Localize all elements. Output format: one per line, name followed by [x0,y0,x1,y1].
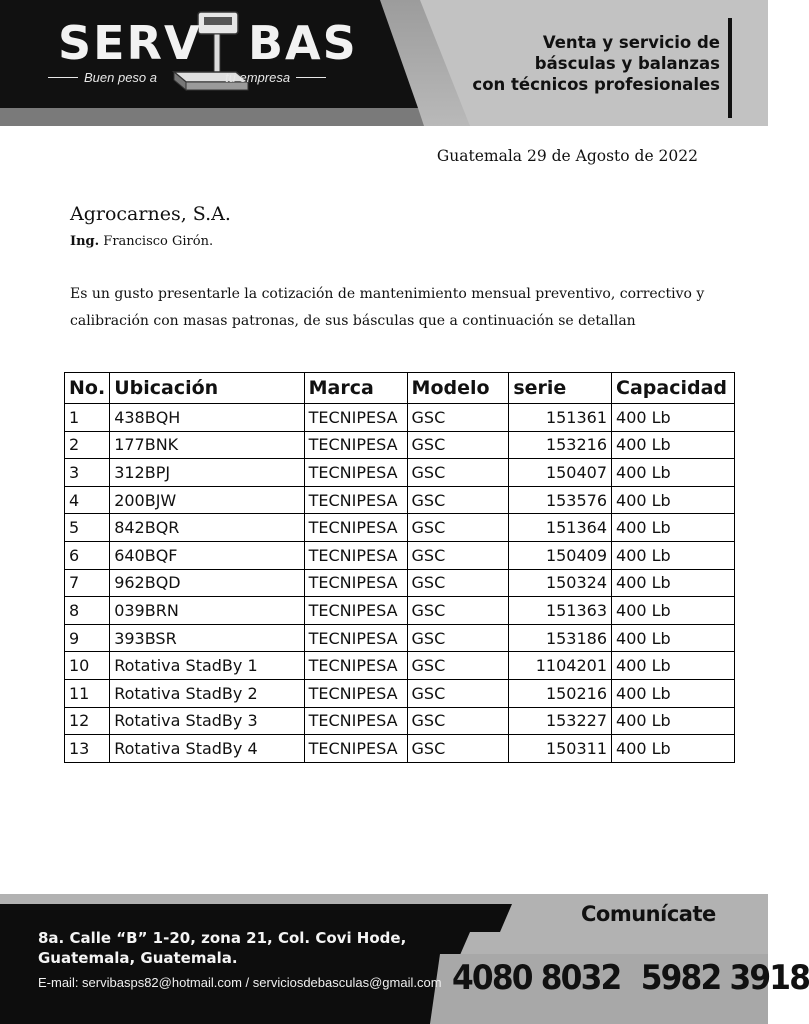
cell-marca: TECNIPESA [304,652,407,680]
cell-ubicacion: 039BRN [110,597,304,625]
cell-serie: 150407 [509,459,612,487]
cell-no: 8 [65,597,110,625]
cell-ubicacion: 200BJW [110,486,304,514]
cell-ubicacion: 177BNK [110,431,304,459]
cell-serie: 151363 [509,597,612,625]
cell-marca: TECNIPESA [304,597,407,625]
phone-number: 4080 8032 [452,958,621,998]
cell-capacidad: 400 Lb [612,652,735,680]
cell-ubicacion: Rotativa StadBy 4 [110,735,304,763]
cell-no: 4 [65,486,110,514]
table-body [65,404,735,763]
cell-marca: TECNIPESA [304,735,407,763]
table-row [65,652,735,680]
cell-serie: 150311 [509,735,612,763]
tagline-line: básculas y balanzas [534,54,720,73]
cell-ubicacion: 438BQH [110,404,304,432]
cell-marca: TECNIPESA [304,624,407,652]
equipment-table [64,372,735,763]
table-header-row [65,373,735,404]
cell-ubicacion: 842BQR [110,514,304,542]
cell-no: 6 [65,541,110,569]
cell-capacidad: 400 Lb [612,541,735,569]
cell-modelo: GSC [407,735,509,763]
table-row [65,431,735,459]
contact-name: Francisco Girón. [103,234,214,249]
cell-no: 5 [65,514,110,542]
slogan-right: tu empresa [225,70,291,85]
cell-marca: TECNIPESA [304,569,407,597]
column-header-no: No. [65,373,110,404]
cell-no: 7 [65,569,110,597]
cell-serie: 151364 [509,514,612,542]
cell-modelo: GSC [407,459,509,487]
contact-title: Ing. [70,234,100,249]
cell-capacidad: 400 Lb [612,431,735,459]
column-header-modelo: Modelo [407,373,509,404]
cell-no: 10 [65,652,110,680]
cell-serie: 153186 [509,624,612,652]
cell-serie: 1104201 [509,652,612,680]
cell-no: 2 [65,431,110,459]
cell-serie: 150324 [509,569,612,597]
cell-no: 9 [65,624,110,652]
table-row [65,624,735,652]
cell-no: 13 [65,735,110,763]
cell-serie: 151361 [509,404,612,432]
table-row [65,459,735,487]
cell-capacidad: 400 Lb [612,679,735,707]
company-email: E-mail: servibasps82@hotmail.com / serviciosdebasculas@gmail.com [38,975,442,990]
column-header-ubicacion: Ubicación [110,373,304,404]
cell-ubicacion: Rotativa StadBy 3 [110,707,304,735]
logo-slogan [48,70,358,85]
cell-capacidad: 400 Lb [612,459,735,487]
cell-capacidad: 400 Lb [612,735,735,763]
header-tagline [472,32,720,95]
cell-marca: TECNIPESA [304,679,407,707]
cell-capacidad: 400 Lb [612,404,735,432]
cell-ubicacion: 393BSR [110,624,304,652]
phone-number: 5982 3918 [640,958,809,998]
cell-no: 3 [65,459,110,487]
address-line: Guatemala, Guatemala. [38,949,238,967]
cell-serie: 153576 [509,486,612,514]
company-address [38,928,406,968]
table-row [65,486,735,514]
cell-modelo: GSC [407,707,509,735]
cell-marca: TECNIPESA [304,404,407,432]
cell-ubicacion: 962BQD [110,569,304,597]
logo-bas-text: BAS [248,16,358,70]
cell-serie: 150409 [509,541,612,569]
cell-modelo: GSC [407,486,509,514]
recipient-company: Agrocarnes, S.A. [70,203,231,225]
cell-no: 12 [65,707,110,735]
letterhead-header [0,0,768,126]
cell-modelo: GSC [407,652,509,680]
cell-modelo: GSC [407,514,509,542]
table-row [65,707,735,735]
cell-no: 11 [65,679,110,707]
cell-capacidad: 400 Lb [612,597,735,625]
cell-modelo: GSC [407,597,509,625]
cell-modelo: GSC [407,541,509,569]
tagline-line: con técnicos profesionales [472,75,720,94]
cell-serie: 153216 [509,431,612,459]
cell-marca: TECNIPESA [304,431,407,459]
table-row [65,679,735,707]
table-row [65,404,735,432]
cell-capacidad: 400 Lb [612,514,735,542]
cell-modelo: GSC [407,431,509,459]
cell-modelo: GSC [407,679,509,707]
cell-marca: TECNIPESA [304,514,407,542]
cell-serie: 153227 [509,707,612,735]
column-header-serie: serie [509,373,612,404]
column-header-capacidad: Capacidad [612,373,735,404]
cell-capacidad: 400 Lb [612,707,735,735]
cell-no: 1 [65,404,110,432]
letter-date: Guatemala 29 de Agosto de 2022 [436,147,698,165]
cell-serie: 150216 [509,679,612,707]
slogan-left: Buen peso a [84,70,158,85]
cell-modelo: GSC [407,404,509,432]
cell-marca: TECNIPESA [304,707,407,735]
cell-ubicacion: 312BPJ [110,459,304,487]
cell-modelo: GSC [407,624,509,652]
cell-ubicacion: Rotativa StadBy 2 [110,679,304,707]
logo-serv-text: SERV [58,16,202,70]
cell-capacidad: 400 Lb [612,486,735,514]
address-line: 8a. Calle “B” 1-20, zona 21, Col. Covi Hode, [38,929,407,947]
cell-modelo: GSC [407,569,509,597]
cell-capacidad: 400 Lb [612,569,735,597]
table-row [65,597,735,625]
cell-ubicacion: Rotativa StadBy 1 [110,652,304,680]
cell-capacidad: 400 Lb [612,624,735,652]
column-header-marca: Marca [304,373,407,404]
cell-marca: TECNIPESA [304,486,407,514]
table-row [65,514,735,542]
phone-numbers [452,958,809,998]
tagline-line: Venta y servicio de [542,33,720,52]
recipient-contact [70,234,213,249]
table-row [65,569,735,597]
table-row [65,735,735,763]
intro-paragraph: Es un gusto presentarle la cotización de mantenimiento mensual preventivo, correctivo y calibración con masas patronas, de sus básculas que a continuación se detallan [70,286,705,329]
contact-cta: Comunícate [581,902,716,926]
cell-marca: TECNIPESA [304,459,407,487]
cell-marca: TECNIPESA [304,541,407,569]
table-row [65,541,735,569]
cell-ubicacion: 640BQF [110,541,304,569]
tagline-accent-bar [728,18,732,118]
